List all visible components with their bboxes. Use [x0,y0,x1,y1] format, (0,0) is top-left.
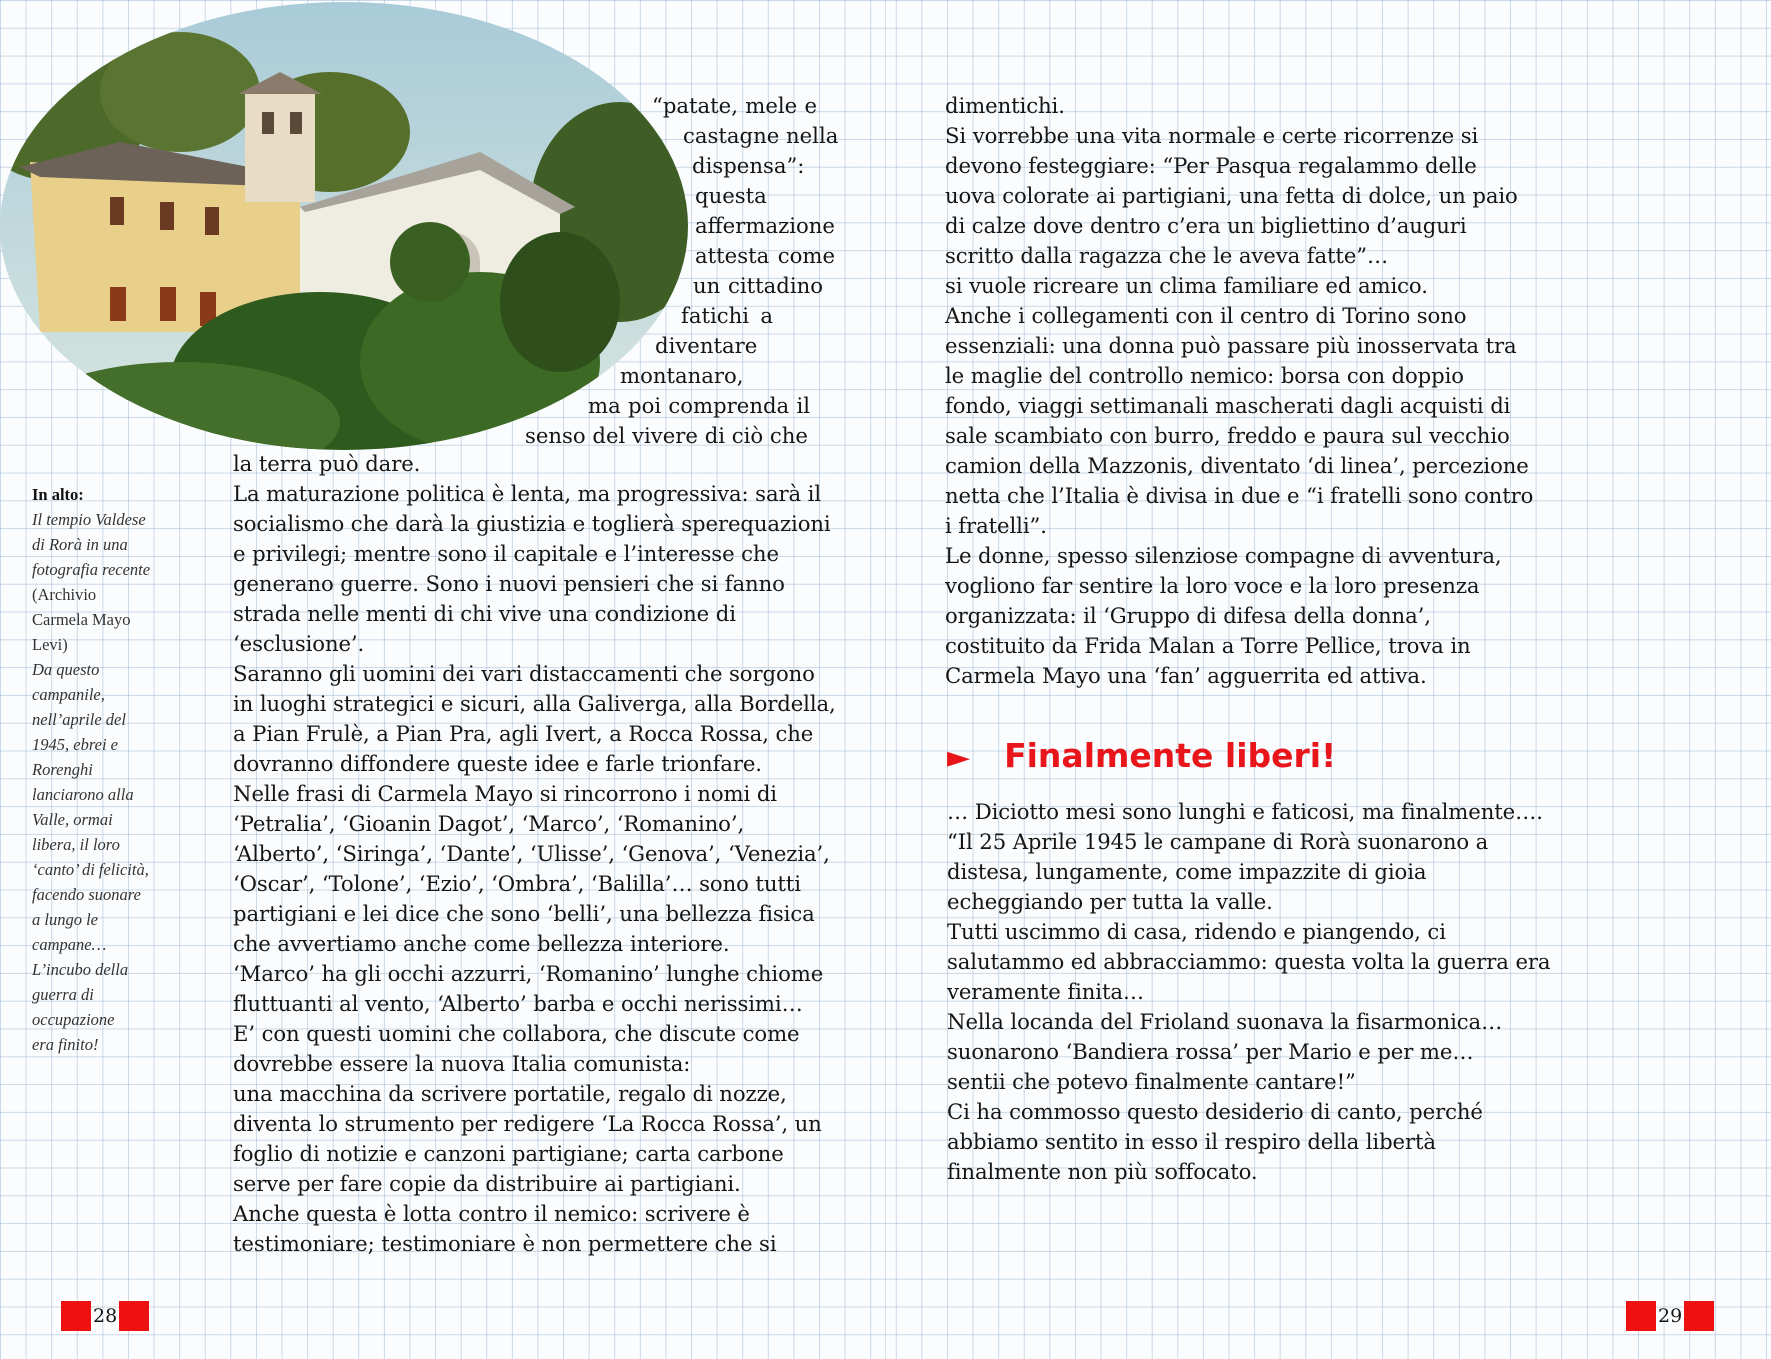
text-line: la terra può dare. [233,451,421,476]
text-line: sentii che potevo finalmente cantare!” [947,1069,1356,1094]
text-line: vogliono far sentire la loro voce e la loro presenza [945,573,1480,598]
text-line: in luoghi strategici e sicuri, alla Galiverga, alla Bordella, [233,691,836,716]
caption-heading: In alto: [32,485,84,504]
text-line: dovrebbe essere la nuova Italia comunista: [233,1051,691,1076]
text-line: ‘Petralia’, ‘Gioanin Dagot’, ‘Marco’, ‘Romanino’, [233,811,745,836]
heading-title: Finalmente liberi! [1004,736,1337,775]
wrap-text-line: ma poi comprenda il [588,393,810,418]
text-line: salutammo ed abbracciammo: questa volta la guerra era [947,949,1551,974]
left-column-text [233,449,836,1259]
text-line: Saranno gli uomini dei vari distaccamenti che sorgono [233,661,815,686]
caption-line: facendo suonare [32,885,141,904]
church-photo [0,2,688,450]
text-line: Ci ha commosso questo desiderio di canto, perché [947,1099,1483,1124]
wrap-text-line: castagne nella [683,123,839,148]
text-line: distesa, lungamente, come impazzite di gioia [947,859,1427,884]
text-line: “Il 25 Aprile 1945 le campane di Rorà suonarono a [947,829,1489,854]
text-line: La maturazione politica è lenta, ma progressiva: sarà il [233,481,822,506]
text-line: dovranno diffondere queste idee e farle trionfare. [233,751,762,776]
text-line: veramente finita… [947,979,1145,1004]
text-line: Nella locanda del Frioland suonava la fisarmonica… [947,1009,1503,1034]
caption-line: ‘canto’ di felicità, [32,860,149,879]
text-line: Anche i collegamenti con il centro di Torino sono [945,303,1467,328]
text-line: e privilegi; mentre sono il capitale e l’interesse che [233,541,779,566]
text-line: che avvertiamo anche come bellezza interiore. [233,931,730,956]
page-number-left [61,1301,149,1331]
text-line: dimentichi. [945,93,1065,118]
text-line: sale scambiato con burro, freddo e paura sul vecchio [945,423,1510,448]
text-line: i fratelli”. [945,513,1047,538]
text-line: diventa lo strumento per redigere ‘La Rocca Rossa’, un [233,1111,822,1136]
heading-arrow-icon: ► [947,740,971,775]
text-line: Tutti uscimmo di casa, ridendo e piangendo, ci [947,919,1446,944]
text-line: devono festeggiare: “Per Pasqua regalammo delle [945,153,1477,178]
right-column-text [945,91,1585,691]
page-spine [885,0,886,1359]
text-line: si vuole ricreare un clima familiare ed amico. [945,273,1428,298]
text-line: foglio di notizie e canzoni partigiane; carta carbone [233,1141,784,1166]
caption-line: Carmela Mayo [32,610,131,629]
text-line: camion della Mazzonis, diventato ‘di linea’, percezione [945,453,1529,478]
caption-line: Rorenghi [32,760,93,779]
text-line: di calze dove dentro c’era un bigliettino d’auguri [945,213,1467,238]
page-marker-square [119,1301,149,1331]
text-line: ‘Alberto’, ‘Siringa’, ‘Dante’, ‘Ulisse’, ‘Genova’, ‘Venezia’, [233,841,830,866]
text-line: suonarono ‘Bandiera rossa’ per Mario e per me… [947,1039,1474,1064]
text-line: Anche questa è lotta contro il nemico: scrivere è [233,1201,750,1226]
text-line: socialismo che darà la giustizia e toglierà sperequazioni [233,511,831,536]
wrap-text-line: senso del vivere di ciò che [525,423,808,448]
page-number-right-label: 29 [1658,1305,1683,1327]
caption-line: campane… [32,935,107,954]
text-line: serve per fare copie da distribuire ai partigiani. [233,1171,741,1196]
text-line: scritto dalla ragazza che le aveva fatte”… [945,243,1389,268]
wrap-text-line: montanaro, [620,363,744,388]
text-line: una macchina da scrivere portatile, regalo di nozze, [233,1081,787,1106]
text-line: Nelle frasi di Carmela Mayo si rincorrono i nomi di [233,781,777,806]
wrap-text-line: dispensa”: [692,153,805,178]
text-line: organizzata: il ‘Gruppo di difesa della donna’, [945,603,1431,628]
page-number-right [1626,1301,1714,1331]
text-line: strada nelle menti di chi vive una condizione di [233,601,736,626]
text-line: echeggiando per tutta la valle. [947,889,1273,914]
caption-line: guerra di [32,985,94,1004]
text-line: fluttuanti al vento, ‘Alberto’ barba e occhi nerissimi… [233,991,803,1016]
caption-line: a lungo le [32,910,98,929]
wrap-text-line: diventare [655,333,758,358]
caption-line: nell’aprile del [32,710,126,729]
caption-line: lanciarono alla [32,785,134,804]
page-marker-square [1626,1301,1656,1331]
text-line: partigiani e lei dice che sono ‘belli’, una bellezza fisica [233,901,815,926]
text-line: fondo, viaggi settimanali mascherati dagli acquisti di [945,393,1511,418]
text-line: generano guerre. Sono i nuovi pensieri che si fanno [233,571,785,596]
caption-line: fotografia recente [32,560,151,579]
caption-line: L’incubo della [32,960,129,979]
text-line: E’ con questi uomini che collabora, che discute come [233,1021,800,1046]
caption-body [32,507,162,1057]
caption-line: Valle, ormai [32,810,113,829]
text-line: abbiamo sentito in esso il respiro della libertà [947,1129,1436,1154]
caption-line: era finito! [32,1035,99,1054]
photo-caption [32,482,162,1057]
text-line: ‘esclusione’. [233,631,365,656]
text-line: costituito da Frida Malan a Torre Pellice, trova in [945,633,1471,658]
caption-line: di Rorà in una [32,535,128,554]
text-line: Carmela Mayo una ‘fan’ agguerrita ed attiva. [945,663,1427,688]
wrap-text-line: fatichi a [681,303,773,328]
caption-line: libera, il loro [32,835,120,854]
text-line: … Diciotto mesi sono lunghi e faticosi, ma finalmente…. [947,799,1543,824]
text-line: ‘Oscar’, ‘Tolone’, ‘Ezio’, ‘Ombra’, ‘Balilla’… sono tutti [233,871,801,896]
church-photo-icon [0,2,688,450]
caption-line: occupazione [32,1010,115,1029]
text-line: le maglie del controllo nemico: borsa con doppio [945,363,1464,388]
wrap-text-line: affermazione [695,213,835,238]
wrap-text-line: attesta come [695,243,835,268]
page-marker-square [61,1301,91,1331]
text-line: a Pian Frulè, a Pian Pra, agli Ivert, a Rocca Rossa, che [233,721,814,746]
caption-line: campanile, [32,685,105,704]
wrap-text-line: un cittadino [693,273,823,298]
section-heading [947,735,1336,777]
page-marker-square [1684,1301,1714,1331]
right-column-section-text [947,797,1587,1187]
caption-line: (Archivio [32,585,97,604]
text-line: Le donne, spesso silenziose compagne di avventura, [945,543,1502,568]
text-line: ‘Marco’ ha gli occhi azzurri, ‘Romanino’ lunghe chiome [233,961,824,986]
caption-line: 1945, ebrei e [32,735,118,754]
caption-line: Levi) [32,635,68,654]
text-line: testimoniare; testimoniare è non permettere che si [233,1231,777,1256]
wrap-text-line: “patate, mele e [652,93,817,118]
caption-line: Il tempio Valdese [32,510,146,529]
wrap-text-line: questa [695,183,767,208]
caption-line: Da questo [32,660,100,679]
page-number-left-label: 28 [93,1305,118,1327]
text-line: essenziali: una donna può passare più inosservata tra [945,333,1517,358]
text-line: Si vorrebbe una vita normale e certe ricorrenze si [945,123,1479,148]
text-line: netta che l’Italia è divisa in due e “i fratelli sono contro [945,483,1534,508]
text-line: finalmente non più soffocato. [947,1159,1258,1184]
text-line: uova colorate ai partigiani, una fetta di dolce, un paio [945,183,1518,208]
